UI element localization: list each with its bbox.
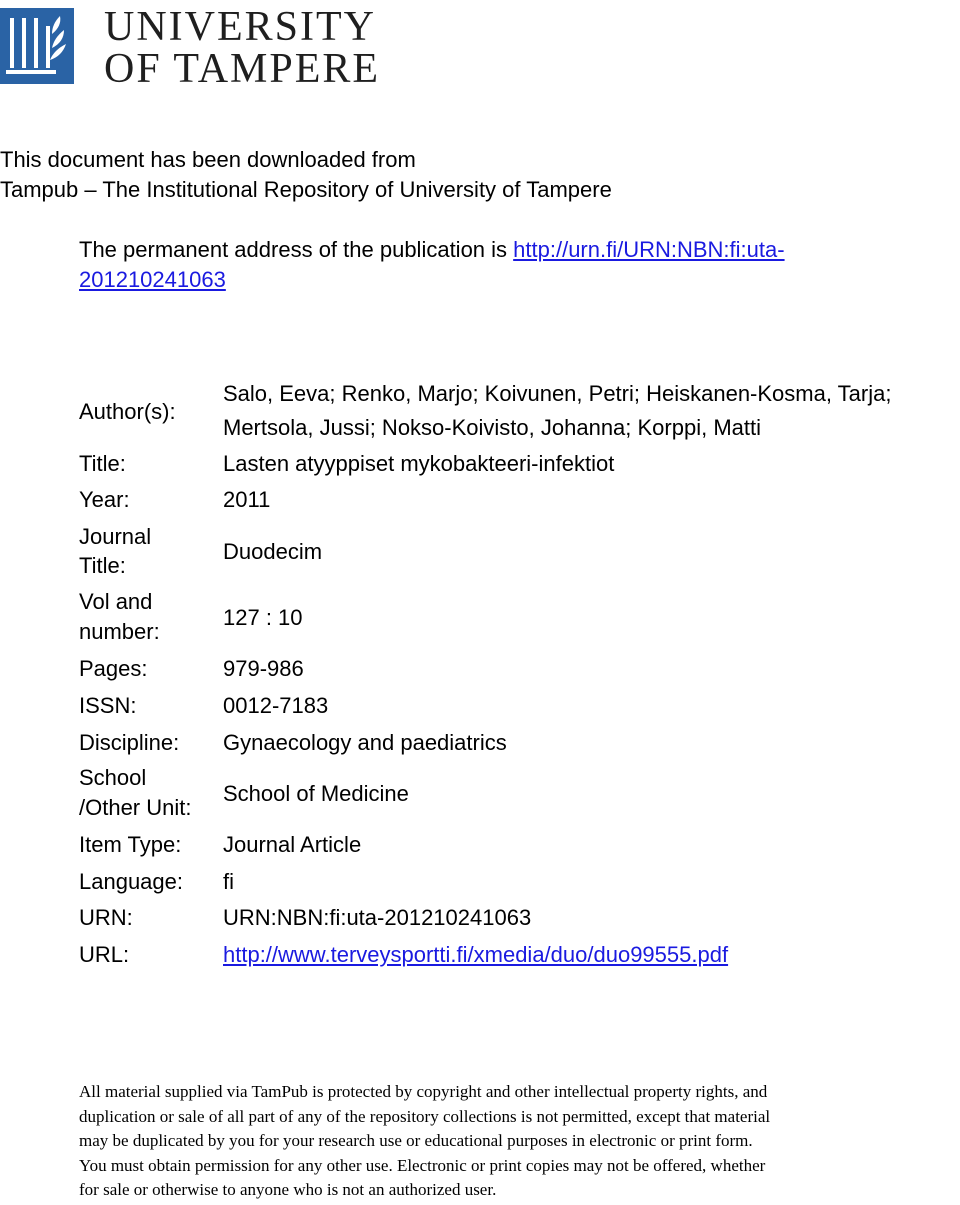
journal-label-line-2: Title: xyxy=(79,553,126,578)
url-label: URL: xyxy=(79,942,130,967)
logo-line-2: OF TAMPERE xyxy=(104,46,381,92)
title-label: Title: xyxy=(79,451,126,476)
permanent-address-link[interactable]: http://urn.fi/URN:NBN:fi:uta- xyxy=(513,237,785,262)
volume-label-line-1: Vol and xyxy=(79,589,153,614)
permanent-address-text: The permanent address of the publication is xyxy=(79,237,514,262)
author-label: Author(s): xyxy=(79,399,176,424)
author-value-line-2: Mertsola, Jussi; Nokso-Koivisto, Johanna; Korppi, Matti xyxy=(223,415,762,440)
journal-label-line-1: Journal xyxy=(79,524,152,549)
copyright-line-5: for sale or otherwise to anyone who is not an authorized user. xyxy=(79,1180,497,1199)
url-link[interactable]: http://www.terveysportti.fi/xmedia/duo/duo99555.pdf xyxy=(223,942,729,967)
download-notice-line-1: This document has been downloaded from xyxy=(0,147,416,172)
discipline-value: Gynaecology and paediatrics xyxy=(223,730,507,755)
pages-value: 979-986 xyxy=(223,656,304,681)
logo-wordmark xyxy=(104,6,380,90)
language-value: fi xyxy=(223,869,234,894)
item-type-label: Item Type: xyxy=(79,832,182,857)
copyright-line-4: You must obtain permission for any other use. Electronic or print copies may not be offered, whether xyxy=(79,1155,766,1175)
journal-value: Duodecim xyxy=(223,539,323,564)
pages-label: Pages: xyxy=(79,656,148,681)
university-logo xyxy=(0,4,420,92)
permanent-address-link-continued[interactable]: 201210241063 xyxy=(79,267,226,292)
volume-label-line-2: number: xyxy=(79,619,160,644)
copyright-notice xyxy=(79,1080,959,1203)
discipline-label: Discipline: xyxy=(79,730,180,755)
issn-value: 0012-7183 xyxy=(223,693,329,718)
copyright-line-1: All material supplied via TamPub is protected by copyright and other intellectual property rights, and xyxy=(79,1082,768,1101)
permanent-address xyxy=(79,235,939,295)
title-value: Lasten atyyppiset mykobakteeri-infektiot xyxy=(223,451,615,476)
school-value: School of Medicine xyxy=(223,781,409,806)
university-emblem-icon xyxy=(0,8,74,84)
issn-label: ISSN: xyxy=(79,693,137,718)
school-label-line-1: School xyxy=(79,765,147,790)
download-notice-line-2: Tampub – The Institutional Repository of University of Tampere xyxy=(0,177,612,202)
year-label: Year: xyxy=(79,487,130,512)
copyright-line-3: may be duplicated by you for your research use or educational purposes in electronic or print form. xyxy=(79,1131,753,1150)
volume-value: 127 : 10 xyxy=(223,605,303,630)
year-value: 2011 xyxy=(223,487,271,512)
item-type-value: Journal Article xyxy=(223,832,362,857)
language-label: Language: xyxy=(79,869,183,894)
school-label-line-2: /Other Unit: xyxy=(79,795,192,820)
copyright-line-2: duplication or sale of all part of any of the repository collections is not permitted, except that material xyxy=(79,1106,771,1126)
urn-value: URN:NBN:fi:uta-201210241063 xyxy=(223,905,532,930)
logo-line-1: UNIVERSITY xyxy=(104,4,376,50)
author-value-line-1: Salo, Eeva; Renko, Marjo; Koivunen, Petri; Heiskanen-Kosma, Tarja; xyxy=(223,381,892,406)
download-notice xyxy=(0,145,612,205)
urn-label: URN: xyxy=(79,905,133,930)
